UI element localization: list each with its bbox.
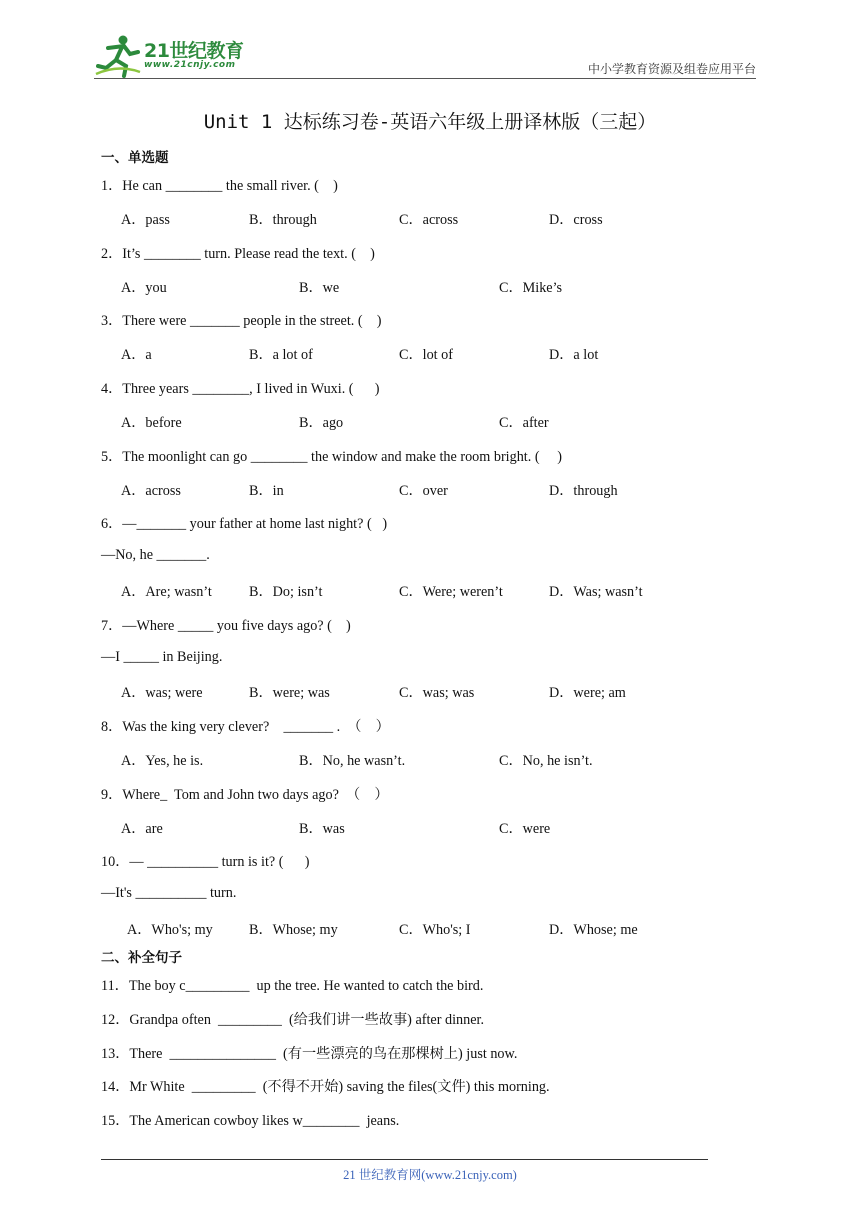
question-option: A．Yes, he is. <box>121 753 204 769</box>
question-option: A．before <box>121 415 182 431</box>
question-stem: 3．There were _______ people in the street. ( ) <box>101 313 382 329</box>
question-option: D．were; am <box>549 685 626 701</box>
fill-in-question: 13．There _______________ (有一些漂亮的鸟在那棵树上) just now. <box>101 1046 518 1062</box>
question-option: A．you <box>121 280 167 296</box>
site-logo <box>94 34 264 78</box>
question-option: B．Do; isn’t <box>249 584 323 600</box>
question-option: C．were <box>499 821 551 837</box>
question-option: A．pass <box>121 212 170 228</box>
question-option: B．was <box>299 821 345 837</box>
question-option: C．over <box>399 483 448 499</box>
question-stem-continuation: —It's __________ turn. <box>101 885 237 901</box>
question-stem: 9．Where_ Tom and John two days ago? （ ） <box>101 787 389 803</box>
question-option: B．a lot of <box>249 347 313 363</box>
logo-url: www.21cnjy.com <box>144 60 236 70</box>
question-option: A．across <box>121 483 181 499</box>
question-option: B．No, he wasn’t. <box>299 753 406 769</box>
question-option: D．Was; wasn’t <box>549 584 643 600</box>
question-option: B．Whose; my <box>249 922 338 938</box>
fill-in-question: 12．Grandpa often _________ (给我们讲一些故事) after dinner. <box>101 1012 484 1028</box>
logo-text: 21世纪教育 <box>144 40 244 62</box>
question-option: B．through <box>249 212 317 228</box>
question-stem: 7．—Where _____ you five days ago? ( ) <box>101 618 351 634</box>
question-option: C．lot of <box>399 347 453 363</box>
question-option: C．after <box>499 415 549 431</box>
question-stem: 5．The moonlight can go ________ the window and make the room bright. ( ) <box>101 449 563 465</box>
question-option: C．across <box>399 212 459 228</box>
footer-text: 21 世纪教育网(www.21cnjy.com) <box>343 1168 517 1182</box>
question-option: B．we <box>299 280 340 296</box>
question-option: C．Were; weren’t <box>399 584 503 600</box>
header-platform-text: 中小学教育资源及组卷应用平台 <box>587 62 756 76</box>
question-option: C．Mike’s <box>499 280 563 296</box>
question-option: D．cross <box>549 212 603 228</box>
question-option: C．No, he isn’t. <box>499 753 593 769</box>
question-stem: 10．— __________ turn is it? ( ) <box>101 854 310 870</box>
question-stem: 4．Three years ________, I lived in Wuxi. ( ) <box>101 381 380 397</box>
question-option: D．Whose; me <box>549 922 638 938</box>
question-stem-continuation: —No, he _______. <box>101 547 210 563</box>
fill-in-question: 14．Mr White _________ (不得不开始) saving the files(文件) this morning. <box>101 1079 550 1095</box>
question-stem: 6．—_______ your father at home last night? ( ) <box>101 516 388 532</box>
page-header <box>0 0 860 80</box>
question-option: B．in <box>249 483 284 499</box>
question-option: A．was; were <box>121 685 203 701</box>
question-option: B．ago <box>299 415 344 431</box>
question-option: A．Are; wasn’t <box>121 584 212 600</box>
header-divider <box>94 78 756 79</box>
fill-in-question: 11．The boy c_________ up the tree. He wanted to catch the bird. <box>101 978 484 994</box>
section-heading-complete-sentences: 二、补全句子 <box>101 950 182 966</box>
fill-in-question: 15．The American cowboy likes w________ jeans. <box>101 1113 400 1129</box>
question-option: C．was; was <box>399 685 475 701</box>
section-heading-single-choice: 一、单选题 <box>101 150 169 166</box>
question-stem: 2．It’s ________ turn. Please read the text. ( ) <box>101 246 375 262</box>
question-stem: 1．He can ________ the small river. ( ) <box>101 178 338 194</box>
question-option: D．a lot <box>549 347 599 363</box>
question-option: A．Who's; my <box>127 922 213 938</box>
question-option: B．were; was <box>249 685 330 701</box>
footer-divider <box>101 1159 708 1160</box>
question-option: C．Who's; I <box>399 922 471 938</box>
question-option: D．through <box>549 483 618 499</box>
page-title: Unit 1 达标练习卷-英语六年级上册译林版（三起） <box>203 111 657 133</box>
question-stem-continuation: —I _____ in Beijing. <box>101 649 223 665</box>
question-option: A．are <box>121 821 163 837</box>
question-stem: 8．Was the king very clever? _______ . （ ） <box>101 719 390 735</box>
runner-logo-icon <box>94 34 142 78</box>
question-option: A．a <box>121 347 152 363</box>
